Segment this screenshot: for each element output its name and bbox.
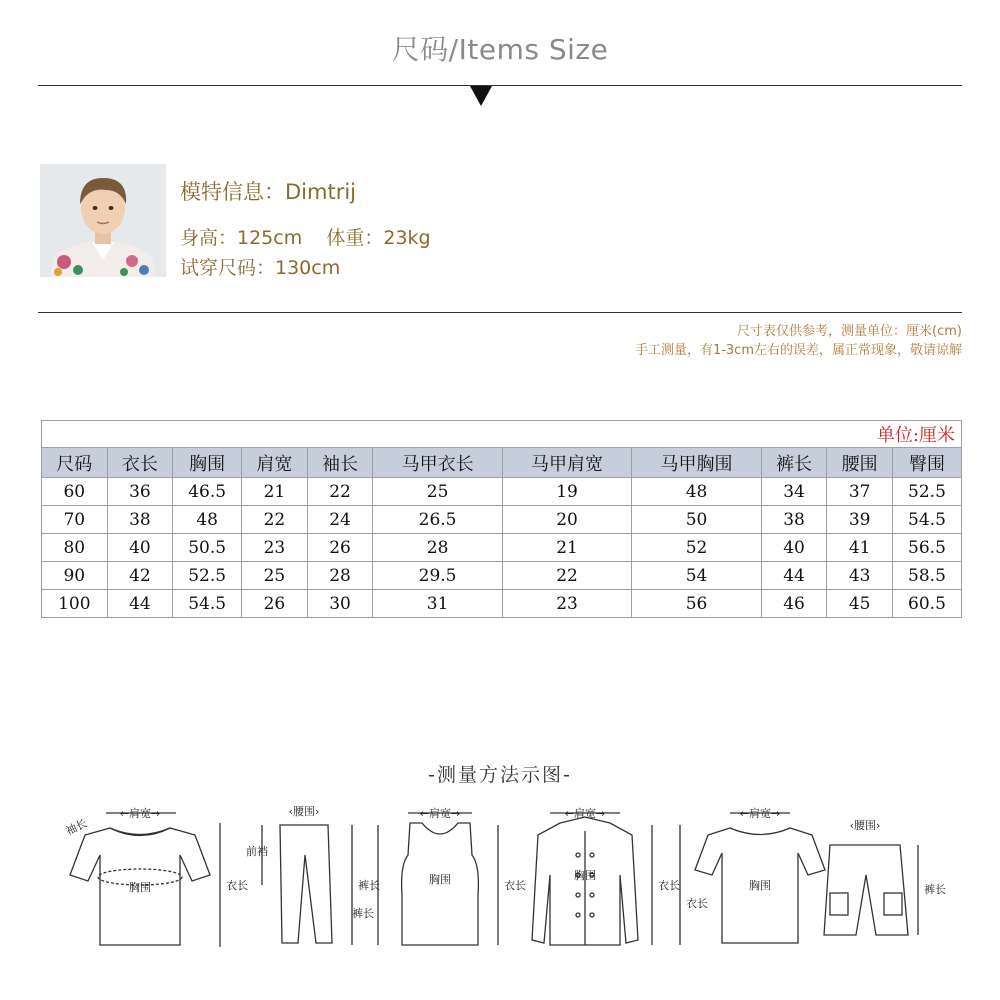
column-header: 马甲胸围 bbox=[632, 448, 761, 478]
measurement-diagrams bbox=[40, 795, 970, 970]
label-pants-length-3: 裤长 bbox=[924, 883, 946, 896]
unit-row bbox=[42, 421, 962, 448]
table-cell: 46 bbox=[761, 590, 827, 618]
table-cell: 41 bbox=[827, 534, 893, 562]
column-header: 裤长 bbox=[761, 448, 827, 478]
column-header: 马甲衣长 bbox=[373, 448, 502, 478]
table-cell: 60 bbox=[42, 478, 108, 506]
table-cell: 29.5 bbox=[373, 562, 502, 590]
table-header-row bbox=[42, 448, 962, 478]
table-cell: 21 bbox=[242, 478, 308, 506]
table-cell: 23 bbox=[502, 590, 631, 618]
label-sleeve-1: 袖长 bbox=[63, 816, 90, 838]
table-body bbox=[42, 478, 962, 618]
label-shoulder-3: ←肩宽→ bbox=[564, 807, 606, 820]
label-length-2: 衣长 bbox=[504, 879, 526, 892]
column-header: 衣长 bbox=[107, 448, 173, 478]
table-cell: 30 bbox=[307, 590, 373, 618]
table-cell: 52 bbox=[632, 534, 761, 562]
table-cell: 19 bbox=[502, 478, 631, 506]
column-header: 肩宽 bbox=[242, 448, 308, 478]
table-cell: 42 bbox=[107, 562, 173, 590]
table-cell: 52.5 bbox=[892, 478, 961, 506]
label-chest-4: 胸围 bbox=[749, 879, 771, 892]
table-cell: 26 bbox=[307, 534, 373, 562]
table-cell: 90 bbox=[42, 562, 108, 590]
size-table bbox=[41, 420, 962, 618]
table-cell: 43 bbox=[827, 562, 893, 590]
down-arrow-icon bbox=[470, 86, 492, 106]
column-header: 臀围 bbox=[892, 448, 961, 478]
divider-top bbox=[38, 85, 962, 86]
table-cell: 60.5 bbox=[892, 590, 961, 618]
table-cell: 56 bbox=[632, 590, 761, 618]
table-cell: 24 bbox=[307, 506, 373, 534]
table-cell: 70 bbox=[42, 506, 108, 534]
model-height-weight: 身高：125cm 体重：23kg bbox=[180, 227, 431, 249]
label-crotch: 前裆 bbox=[246, 845, 268, 858]
table-cell: 37 bbox=[827, 478, 893, 506]
table-cell: 22 bbox=[242, 506, 308, 534]
table-cell: 25 bbox=[373, 478, 502, 506]
model-photo bbox=[40, 164, 166, 277]
diagram-title: -测量方法示图- bbox=[428, 764, 572, 786]
label-chest-1: 胸围 bbox=[129, 881, 151, 894]
table-row bbox=[42, 506, 962, 534]
label-waist-1: ‹腰围› bbox=[288, 805, 320, 818]
label-shoulder-2: ←肩宽→ bbox=[419, 807, 461, 820]
table-cell: 56.5 bbox=[892, 534, 961, 562]
table-cell: 46.5 bbox=[173, 478, 242, 506]
label-shoulder-4: ←肩宽→ bbox=[739, 807, 781, 820]
note-tolerance: 手工测量，有1-3cm左右的误差，属正常现象，敬请谅解 bbox=[634, 343, 962, 358]
table-cell: 26.5 bbox=[373, 506, 502, 534]
table-cell: 31 bbox=[373, 590, 502, 618]
table-cell: 44 bbox=[107, 590, 173, 618]
table-row bbox=[42, 562, 962, 590]
table-cell: 54.5 bbox=[173, 590, 242, 618]
label-waist-2: ‹腰围› bbox=[849, 819, 881, 832]
table-cell: 40 bbox=[107, 534, 173, 562]
label-chest-2: 胸围 bbox=[429, 873, 451, 886]
label-length-1: 衣长 bbox=[226, 879, 248, 892]
note-reference: 尺寸表仅供参考，测量单位：厘米(cm) bbox=[737, 324, 962, 339]
table-cell: 54 bbox=[632, 562, 761, 590]
table-cell: 48 bbox=[173, 506, 242, 534]
table-cell: 23 bbox=[242, 534, 308, 562]
table-cell: 50.5 bbox=[173, 534, 242, 562]
column-header: 胸围 bbox=[173, 448, 242, 478]
label-length-3: 衣长 bbox=[658, 879, 680, 892]
model-info-name: 模特信息：Dimtrij bbox=[180, 180, 356, 204]
table-cell: 25 bbox=[242, 562, 308, 590]
table-cell: 22 bbox=[502, 562, 631, 590]
unit-label: 单位:厘米 bbox=[42, 421, 962, 448]
table-cell: 80 bbox=[42, 534, 108, 562]
table-cell: 50 bbox=[632, 506, 761, 534]
table-row bbox=[42, 478, 962, 506]
table-cell: 20 bbox=[502, 506, 631, 534]
table-cell: 39 bbox=[827, 506, 893, 534]
table-cell: 22 bbox=[307, 478, 373, 506]
table-cell: 40 bbox=[761, 534, 827, 562]
label-length-4: 衣长 bbox=[686, 897, 708, 910]
label-pants-length-1: 裤长 bbox=[358, 879, 380, 892]
table-cell: 28 bbox=[373, 534, 502, 562]
label-chest-3: 胸围 bbox=[574, 869, 596, 882]
table-row bbox=[42, 534, 962, 562]
table-cell: 36 bbox=[107, 478, 173, 506]
table-cell: 48 bbox=[632, 478, 761, 506]
model-trial-size: 试穿尺码：130cm bbox=[180, 257, 341, 279]
table-cell: 38 bbox=[761, 506, 827, 534]
column-header: 袖长 bbox=[307, 448, 373, 478]
table-cell: 58.5 bbox=[892, 562, 961, 590]
table-cell: 44 bbox=[761, 562, 827, 590]
pants-diagram bbox=[262, 825, 352, 945]
table-cell: 34 bbox=[761, 478, 827, 506]
label-shoulder-1: ←肩宽→ bbox=[119, 807, 161, 820]
page-title: 尺码/Items Size bbox=[391, 33, 609, 66]
table-cell: 26 bbox=[242, 590, 308, 618]
label-pants-length-2: 裤长 bbox=[352, 907, 374, 920]
table-cell: 28 bbox=[307, 562, 373, 590]
table-cell: 21 bbox=[502, 534, 631, 562]
column-header: 马甲肩宽 bbox=[502, 448, 631, 478]
tshirt-diagram bbox=[70, 813, 220, 947]
tshirt-shorts-diagram bbox=[680, 813, 918, 945]
table-row bbox=[42, 590, 962, 618]
column-header: 尺码 bbox=[42, 448, 108, 478]
table-cell: 52.5 bbox=[173, 562, 242, 590]
table-cell: 100 bbox=[42, 590, 108, 618]
table-cell: 54.5 bbox=[892, 506, 961, 534]
divider-middle bbox=[38, 312, 962, 313]
column-header: 腰围 bbox=[827, 448, 893, 478]
table-cell: 38 bbox=[107, 506, 173, 534]
table-cell: 45 bbox=[827, 590, 893, 618]
